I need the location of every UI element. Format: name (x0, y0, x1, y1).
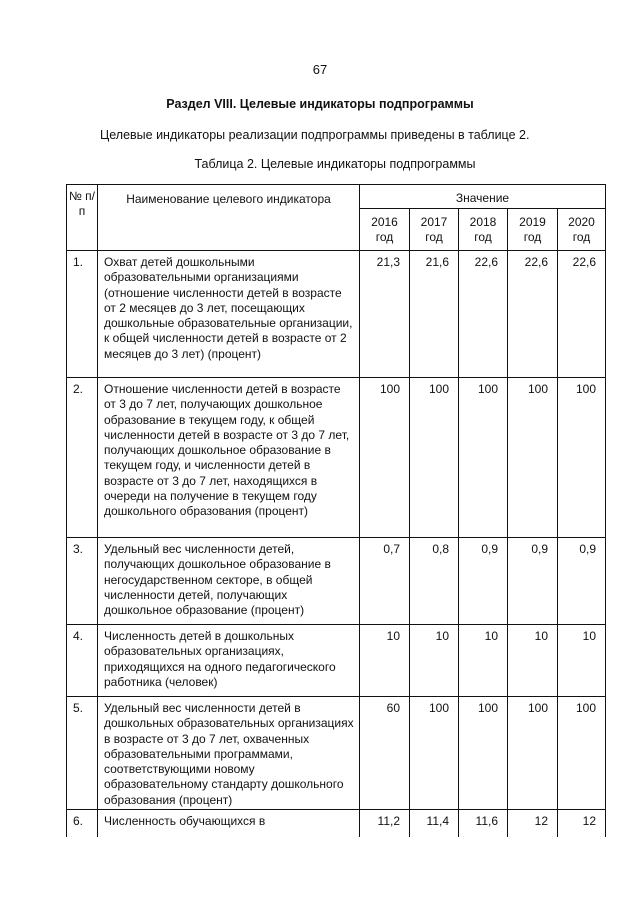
page-number: 67 (312, 62, 328, 77)
table-row (67, 378, 606, 538)
year-label: 2018 (469, 215, 497, 229)
value-cell: 12 (508, 810, 558, 837)
value-cell: 22,6 (459, 251, 508, 378)
indicator-name: Численность обучающихся в (98, 810, 360, 837)
year-unit: год (572, 230, 591, 244)
value-cell: 100 (558, 378, 606, 538)
table-row (67, 625, 606, 697)
row-number: 4. (67, 625, 98, 697)
value-cell: 60 (360, 697, 410, 810)
header-value: Значение (360, 185, 606, 209)
indicator-name: Удельный вес численности детей в дошкольных образовательных организациях в возрасте от 3 до 7 лет, охваченных образовательными программами, соответствующими новому образовательному стандарту дошкольного образования (процент) (98, 697, 360, 810)
value-cell: 0,9 (558, 538, 606, 625)
table-row (67, 538, 606, 625)
value-cell: 0,8 (410, 538, 459, 625)
value-cell: 10 (459, 625, 508, 697)
header-year-2017 (410, 209, 459, 251)
year-label: 2016 (371, 215, 398, 229)
year-unit: год (523, 230, 542, 244)
indicators-table (66, 184, 606, 837)
value-cell: 0,9 (459, 538, 508, 625)
value-cell: 21,3 (360, 251, 410, 378)
year-label: 2017 (420, 215, 448, 229)
indicator-name: Удельный вес численности детей, получающих дошкольное образование в негосударственном секторе, в общей численности детей, получающих дошкольное образование (процент) (98, 538, 360, 625)
indicator-name: Численность детей в дошкольных образовательных организациях, приходящихся на одного педагогического работника (человек) (98, 625, 360, 697)
value-cell: 10 (508, 625, 558, 697)
value-cell: 10 (410, 625, 459, 697)
row-number: 1. (67, 251, 98, 378)
year-unit: год (375, 230, 394, 244)
value-cell: 11,4 (410, 810, 459, 837)
header-year-2020 (558, 209, 606, 251)
year-unit: год (474, 230, 492, 244)
value-cell: 22,6 (508, 251, 558, 378)
intro-text: Целевые индикаторы реализации подпрограммы приведены в таблице 2. (100, 128, 530, 142)
header-year-2018 (459, 209, 508, 251)
table-caption: Таблица 2. Целевые индикаторы подпрограммы (194, 157, 476, 171)
value-cell: 10 (360, 625, 410, 697)
section-title: Раздел VIII. Целевые индикаторы подпрограммы (166, 97, 474, 111)
table-row (67, 697, 606, 810)
header-year-2019 (508, 209, 558, 251)
table-row (67, 810, 606, 837)
value-cell: 100 (360, 378, 410, 538)
value-cell: 100 (410, 697, 459, 810)
value-cell: 100 (459, 378, 508, 538)
value-cell: 22,6 (558, 251, 606, 378)
row-number: 6. (67, 810, 98, 837)
value-cell: 10 (558, 625, 606, 697)
value-cell: 100 (508, 697, 558, 810)
value-cell: 21,6 (410, 251, 459, 378)
header-num: № п/п (67, 185, 98, 251)
year-unit: год (425, 230, 443, 244)
value-cell: 100 (508, 378, 558, 538)
row-number: 5. (67, 697, 98, 810)
indicator-name: Охват детей дошкольными образовательными организациями (отношение численности детей в возрасте от 2 месяцев до 3 лет, посещающих дошкольные образовательные организации, к общей численности детей в возрасте от 2 месяцев до 3 лет) (процент) (98, 251, 360, 378)
table-row (67, 251, 606, 378)
year-label: 2019 (519, 215, 546, 229)
value-cell: 11,6 (459, 810, 508, 837)
value-cell: 0,7 (360, 538, 410, 625)
value-cell: 100 (410, 378, 459, 538)
header-year-2016 (360, 209, 410, 251)
row-number: 3. (67, 538, 98, 625)
header-name: Наименование целевого индикатора (98, 185, 360, 251)
year-label: 2020 (568, 215, 595, 229)
indicator-name: Отношение численности детей в возрасте от 3 до 7 лет, получающих дошкольное образование в текущем году, к общей численности детей в возрасте от 3 до 7 лет, получающих дошкольное образование в текущем году, и численности детей в возрасте от 3 до 7 лет, находящихся в очереди на получение в текущем году дошкольного образования (процент) (98, 378, 360, 538)
value-cell: 100 (558, 697, 606, 810)
row-number: 2. (67, 378, 98, 538)
value-cell: 100 (459, 697, 508, 810)
value-cell: 11,2 (360, 810, 410, 837)
value-cell: 0,9 (508, 538, 558, 625)
value-cell: 12 (558, 810, 606, 837)
